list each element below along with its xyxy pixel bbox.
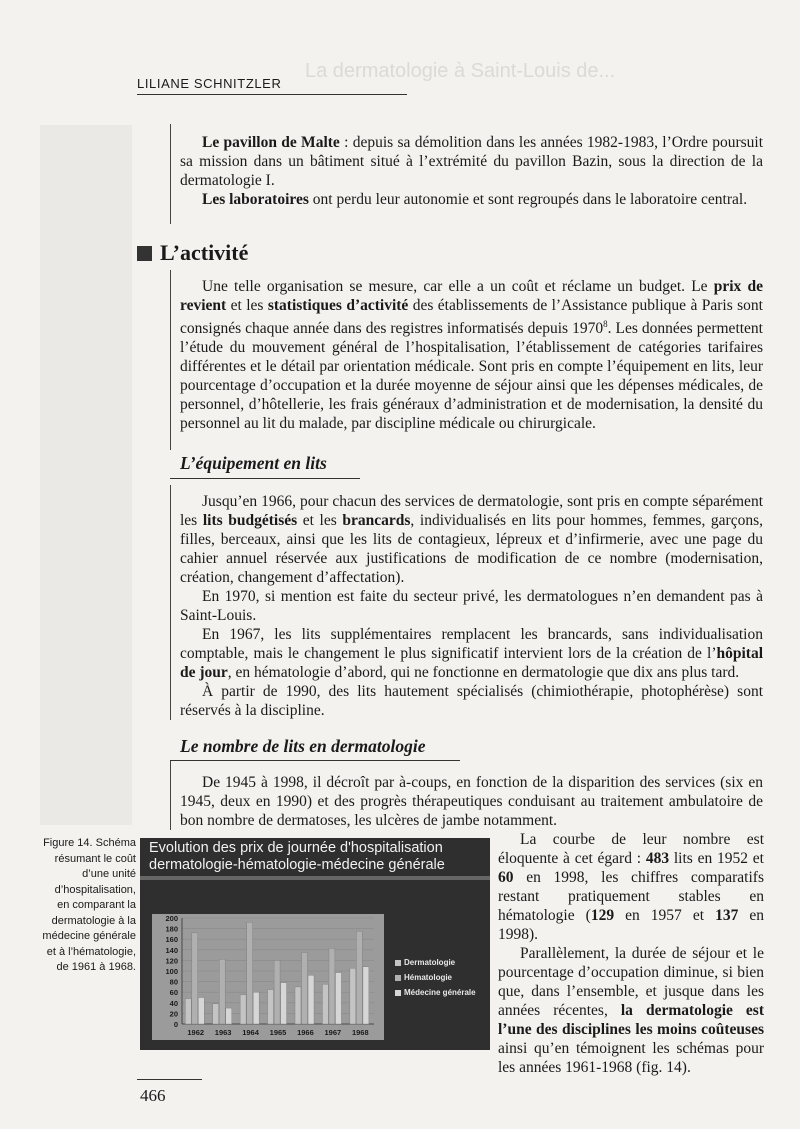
y-tick-label: 180	[165, 924, 178, 934]
legend-entry	[395, 985, 476, 1000]
y-tick-label: 100	[165, 967, 178, 976]
y-tick-label: 120	[165, 956, 178, 966]
chart-legend	[395, 955, 476, 1000]
subheading-rule	[170, 760, 460, 761]
intro-text: ont perdu leur autonomie et sont regroupés dans le laboratoire central.	[308, 191, 748, 208]
equipement-block	[180, 492, 763, 720]
legend-swatch	[395, 960, 401, 966]
laboratoires-term: Les laboratoires	[202, 191, 309, 208]
bold-term: brancards	[342, 512, 411, 529]
x-tick-label: 1962	[187, 1028, 205, 1037]
y-tick-label: 140	[165, 945, 178, 955]
figure-caption: Figure 14. Schéma résumant le coût d’une unité d’hospitalisation, en comparant la dermatologie à la médecine générale et à l’hématologie, de 1961 à 1968.	[42, 837, 136, 973]
body-text: En 1967, les lits supplémentaires remplacent les brancards, sans individualisation comptable, mais le changement le plus significatif intervient lors de la création de l’	[180, 626, 763, 662]
y-tick-label: 80	[169, 977, 178, 987]
intro-block	[180, 133, 763, 209]
running-header-author: LILIANE SCHNITZLER	[137, 76, 282, 91]
chart-title-band	[140, 876, 490, 880]
footnote-ref: 8	[603, 319, 608, 329]
y-tick-label: 160	[165, 935, 178, 945]
bar-médecine-générale	[363, 967, 369, 1024]
body-paragraph: En 1970, si mention est faite du secteur privé, les dermatologues n’en demandent pas à Saint-Louis.	[180, 588, 763, 624]
nombre-block	[180, 773, 763, 830]
body-text: Parallèlement, la durée de séjour et le pourcentage d’occupation diminue, si bien que, dans l’ensemble, et jusque dans les années récentes,	[498, 945, 764, 1019]
bar-hématologie	[274, 960, 280, 1024]
bar-hématologie	[192, 933, 198, 1024]
body-paragraph: À partir de 1990, des lits hautement spécialisés (chimiothérapie, photophérèse) sont réservés à la discipline.	[180, 683, 763, 719]
body-text: , en hématologie d’abord, qui ne fonctionne en dermatologie que dix ans plus tard.	[227, 664, 740, 681]
chart-plot-area	[152, 914, 384, 1040]
margin-shade	[40, 125, 132, 825]
bold-term: hôpital de jour	[180, 645, 763, 681]
bar-médecine-générale	[308, 975, 314, 1024]
legend-entry	[395, 970, 476, 985]
bold-term: prix de revient	[180, 278, 763, 314]
body-text: lits en 1952 et	[669, 850, 764, 867]
activity-block	[180, 277, 763, 433]
subheading-rule	[170, 478, 360, 479]
body-paragraph: De 1945 à 1998, il décroît par à-coups, en fonction de la disparition des services (six en 1945, deux en 1990) et des progrès thérapeutiques conduisant au traitement ambulatoire de bon nombre de dermatoses, les ulcères de jambe notamment.	[180, 774, 763, 829]
y-tick-label: 40	[169, 998, 178, 1008]
y-tick-label: 20	[169, 1009, 178, 1019]
body-text: ainsi qu’en témoignent les schémas pour les années 1961-1968 (fig. 14).	[498, 1040, 764, 1076]
body-text: , individualisés en lits pour hommes, femmes, garçons, filles, berceaux, ainsi que les lits de contagieux, lépreux et d’infirmerie, avec une page du cahier annuel réservée aux justifications de modification de ce nombre (modernisation, création, changement d’affectation).	[180, 512, 764, 586]
bold-number: 129	[590, 907, 615, 924]
bar-dermatologie	[240, 995, 246, 1024]
chart-title: Evolution des prix de journée d'hospitalisation dermatologie-hématologie-médecine générale	[149, 840, 445, 873]
body-text: Jusqu’en 1966, pour chacun des services de dermatologie, sont pris en compte séparément les	[180, 493, 763, 529]
figure-14-chart	[140, 838, 490, 1050]
legend-swatch	[395, 975, 401, 981]
legend-label: Médecine générale	[404, 988, 476, 997]
y-tick-label: 60	[169, 988, 178, 998]
running-title-ghost: La dermatologie à Saint-Louis de...	[305, 60, 616, 82]
bar-dermatologie	[350, 968, 356, 1024]
bar-médecine-générale	[253, 992, 259, 1024]
bar-hématologie	[247, 922, 253, 1024]
subheading-equipement: L’équipement en lits	[180, 453, 327, 473]
bar-dermatologie	[322, 984, 328, 1024]
heading-square-icon	[137, 246, 152, 261]
margin-rule	[170, 485, 171, 720]
section-heading	[137, 240, 248, 266]
bar-médecine-générale	[226, 1008, 232, 1024]
bar-hématologie	[302, 952, 308, 1024]
body-text: en 1998).	[498, 907, 764, 943]
bold-term: lits budgétisés	[202, 512, 298, 529]
legend-label: Hématologie	[404, 973, 453, 982]
pavillon-malte-term: Le pavillon de Malte	[202, 134, 340, 151]
body-text: en 1957 et	[614, 907, 716, 924]
bar-médecine-générale	[198, 998, 204, 1025]
x-tick-label: 1966	[297, 1028, 314, 1037]
body-text: Une telle organisation se mesure, car elle a un coût et réclame un budget. Le	[202, 278, 714, 295]
bar-médecine-générale	[281, 983, 287, 1024]
y-tick-label: 200	[165, 914, 178, 923]
bar-dermatologie	[185, 999, 191, 1024]
subheading-nombre: Le nombre de lits en dermatologie	[180, 736, 426, 756]
intro-text: : depuis sa démolition dans les années 1982-1983, l’Ordre poursuit sa mission dans un bâtiment situé à l’extrémité du pavillon Bazin, sous la direction de la dermatologie I.	[180, 134, 764, 189]
chart-svg	[152, 914, 384, 1040]
page-number: 466	[140, 1086, 166, 1105]
legend-entry	[395, 955, 476, 970]
header-rule	[137, 94, 407, 95]
x-tick-label: 1965	[269, 1028, 287, 1037]
body-text: La courbe de leur nombre est éloquente à cet égard :	[498, 831, 764, 867]
body-text: en 1998, les chiffres comparatifs restant pratiquement stables en hématologie (	[498, 869, 764, 924]
bold-term: statistiques d’activité	[267, 297, 409, 314]
margin-rule	[170, 760, 171, 830]
bar-hématologie	[219, 959, 225, 1024]
x-tick-label: 1967	[324, 1028, 342, 1037]
bold-term: la dermatologie est l’une des disciplines les moins coûteuses	[498, 1002, 764, 1038]
x-tick-label: 1963	[214, 1028, 232, 1037]
margin-rule	[170, 124, 171, 224]
bold-number: 483	[645, 850, 670, 867]
bar-dermatologie	[295, 987, 301, 1024]
bar-hématologie	[356, 931, 362, 1024]
body-text: et les	[226, 297, 268, 314]
bold-number: 60	[498, 869, 514, 886]
x-tick-label: 1968	[351, 1028, 369, 1037]
body-text: et les	[297, 512, 343, 529]
legend-label: Dermatologie	[404, 958, 456, 967]
section-title: L’activité	[160, 240, 249, 265]
body-text: des établissements de l’Assistance publique à Paris sont consignés chaque année dans des registres informatisés depuis 1970	[180, 297, 763, 338]
bar-dermatologie	[268, 990, 274, 1024]
bar-médecine-générale	[335, 973, 341, 1024]
x-tick-label: 1964	[242, 1028, 259, 1037]
y-tick-label: 0	[173, 1020, 178, 1029]
legend-swatch	[395, 990, 401, 996]
bold-number: 137	[715, 907, 739, 924]
margin-rule	[170, 270, 171, 450]
footer-rule	[137, 1079, 202, 1080]
bar-dermatologie	[213, 1004, 219, 1024]
right-column-text	[498, 830, 764, 1077]
bar-hématologie	[329, 948, 335, 1024]
body-text: . Les données permettent l’étude du mouvement général de l’hospitalisation, l’établissement de catégories tarifaires différentes et le détail par orientation médicale. Sont pris en compte l’équipement en lits, leur pourcentage d’occupation et la durée moyenne de séjour ainsi que les dépenses médicales, de personnel, d’hôtellerie, les frais généraux d’administration et de modernisation, la densité du personnel au lit du malade, par discipline médicale ou chirurgicale.	[180, 320, 763, 433]
